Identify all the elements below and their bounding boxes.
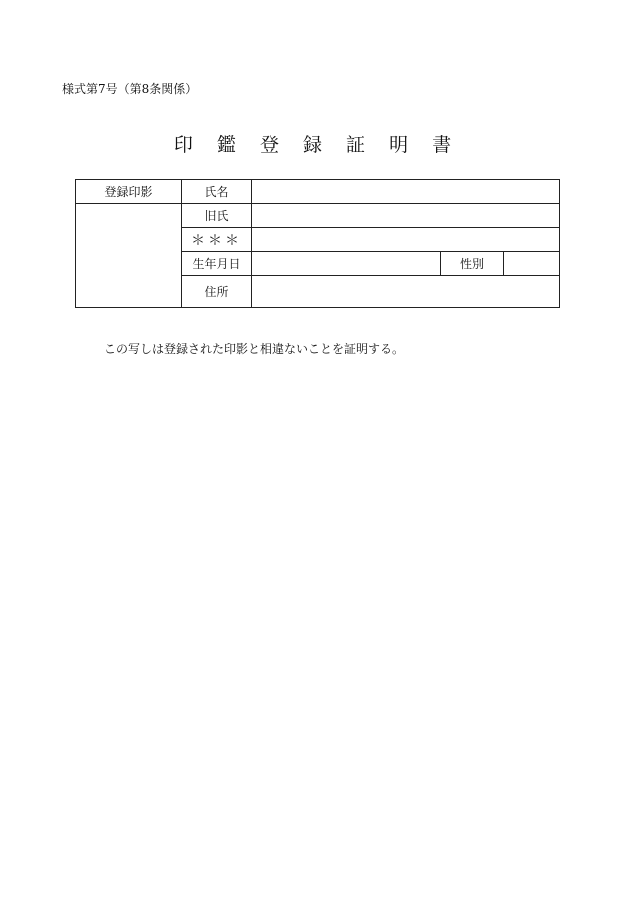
address-value [252, 276, 560, 308]
former-name-label: 旧氏 [182, 204, 252, 228]
birthdate-value [252, 252, 441, 276]
certificate-table [75, 179, 560, 308]
birthdate-label: 生年月日 [182, 252, 252, 276]
sex-label: 性別 [441, 252, 504, 276]
masked-value [252, 228, 560, 252]
seal-label: 登録印影 [76, 180, 182, 204]
name-value [252, 180, 560, 204]
sex-value [504, 252, 560, 276]
former-name-value [252, 204, 560, 228]
document-title: 印 鑑 登 録 証 明 書 [173, 134, 461, 156]
masked-label: ＊＊＊ [182, 228, 252, 252]
name-label: 氏名 [182, 180, 252, 204]
address-label: 住所 [182, 276, 252, 308]
name-row [76, 180, 560, 204]
form-number: 様式第7号（第8条関係） [62, 82, 198, 96]
former-name-row [76, 204, 560, 228]
seal-impression-area [76, 204, 182, 308]
certification-statement: この写しは登録された印影と相違ないことを証明する。 [104, 342, 405, 356]
